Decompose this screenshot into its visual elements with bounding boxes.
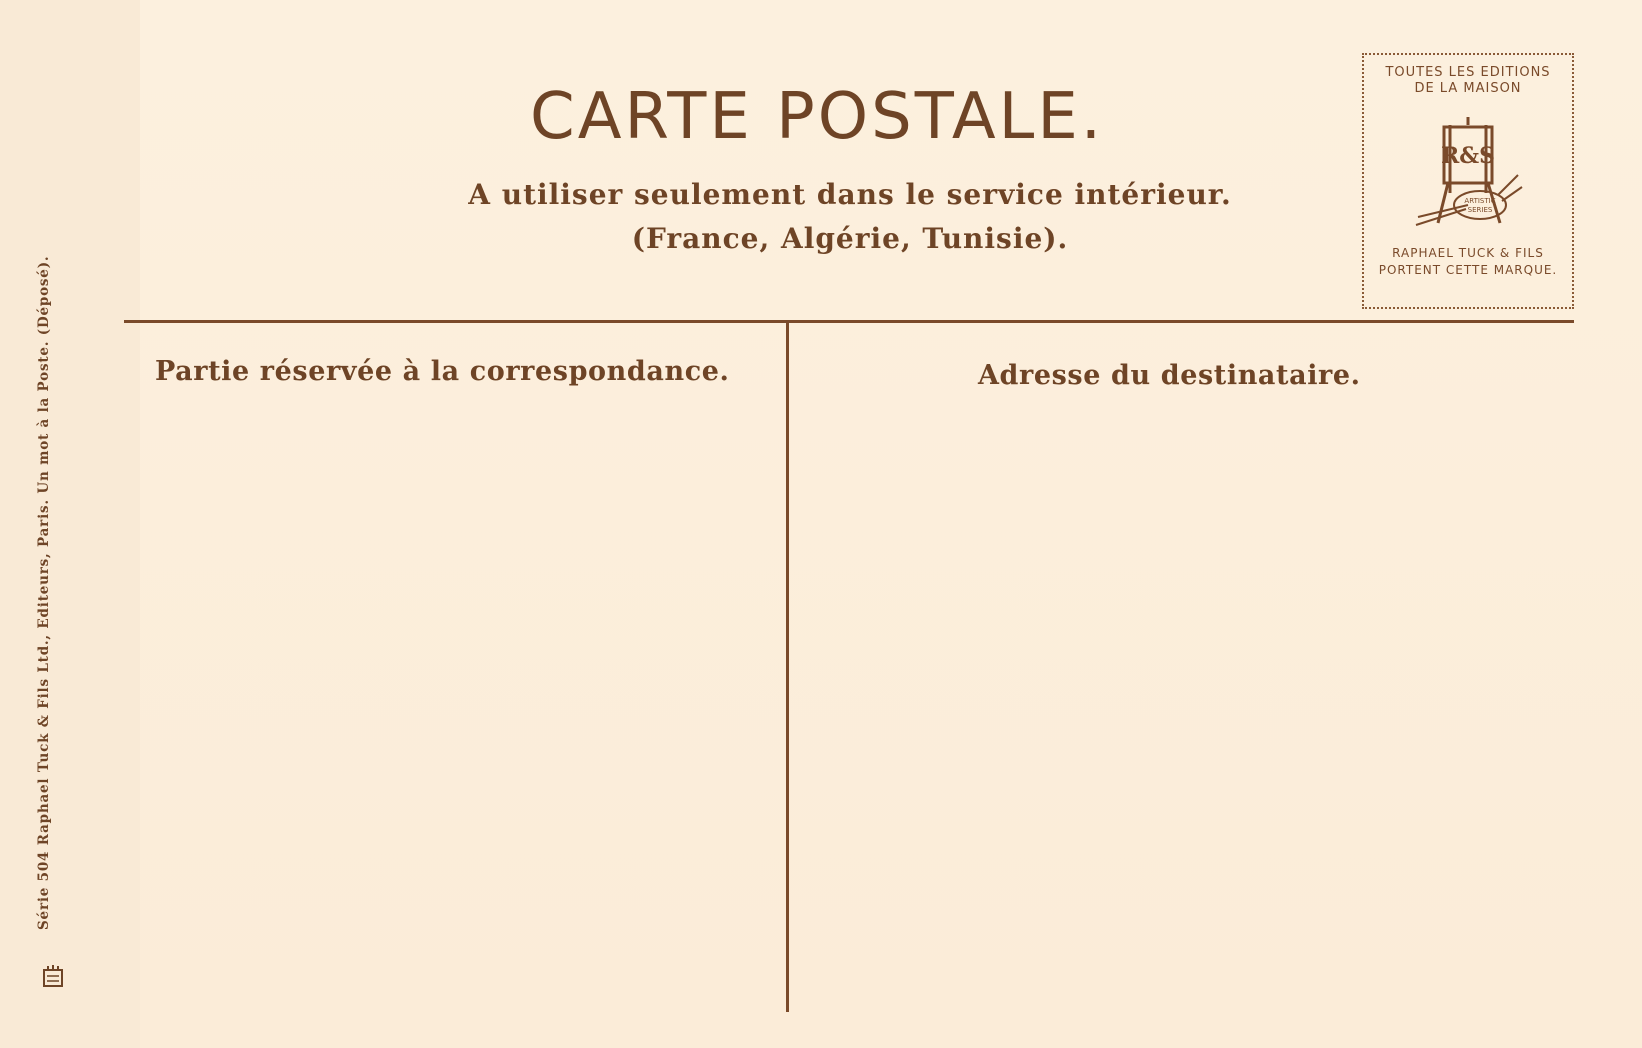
vertical-divider <box>786 322 789 1012</box>
usage-notice: A utiliser seulement dans le service intérieur. <box>468 178 1232 211</box>
svg-text:SERIES: SERIES <box>1467 206 1493 214</box>
stamp-top-line1: TOUTES LES EDITIONS <box>1385 65 1551 80</box>
logo-letters: R&S <box>1440 143 1496 169</box>
easel-palette-logo <box>1408 105 1528 235</box>
usage-regions: (France, Algérie, Tunisie). <box>631 222 1069 255</box>
address-label: Adresse du destinataire. <box>978 360 1361 391</box>
stamp-bottom-text <box>1364 245 1572 279</box>
left-margin-strip <box>0 0 140 1048</box>
correspondence-label: Partie réservée à la correspondance. <box>155 356 730 387</box>
horizontal-divider <box>124 320 1574 323</box>
svg-text:ARTISTIC: ARTISTIC <box>1464 197 1496 205</box>
stamp-top-text <box>1364 65 1572 97</box>
card-title: CARTE POSTALE. <box>530 80 1105 154</box>
stamp-bottom-line2: PORTENT CETTE MARQUE. <box>1378 263 1558 277</box>
publisher-mark-icon <box>38 962 68 992</box>
stamp-bottom-line1: RAPHAEL TUCK & FILS <box>1392 246 1544 260</box>
side-imprint: Série 504 Raphael Tuck & Fils Ltd., Editeurs, Paris. Un mot à la Poste. (Déposé). <box>36 255 52 930</box>
stamp-area <box>1362 53 1574 309</box>
stamp-top-line2: DE LA MAISON <box>1414 81 1522 96</box>
